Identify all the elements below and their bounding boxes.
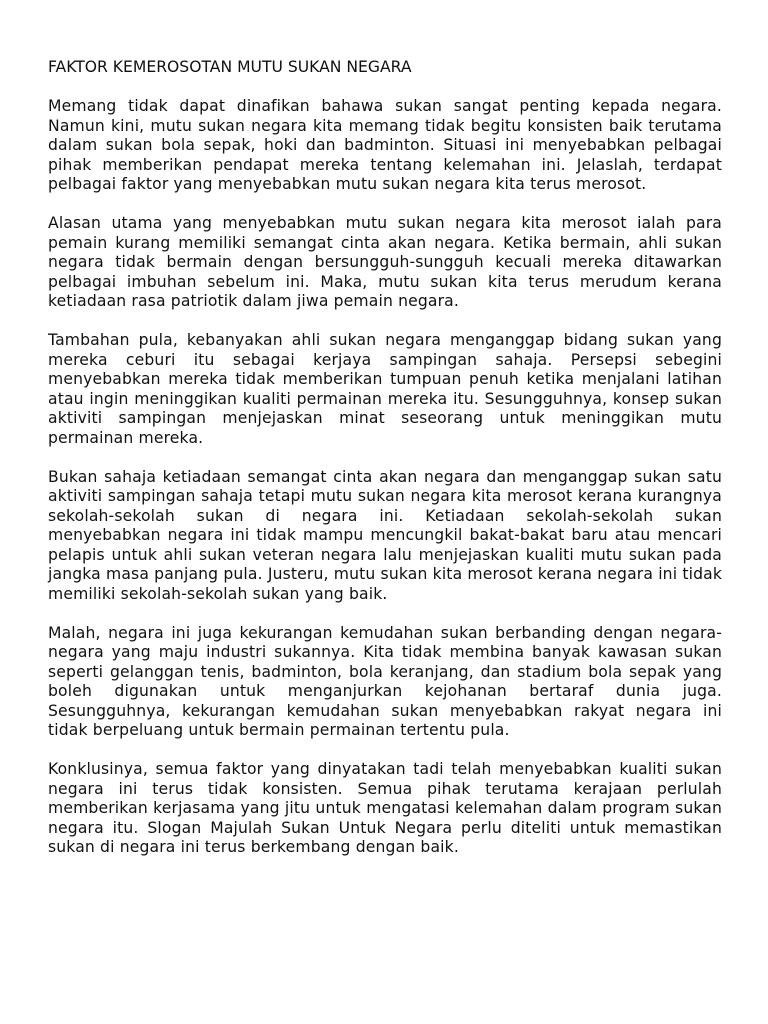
paragraph-conclusion: Konklusinya, semua faktor yang dinyatakan tadi telah menyebabkan kualiti sukan negara ini terus tidak konsisten. Semua pihak terutama kerajaan perlulah memberikan kerjasama yang jitu untuk mengatasi kelemahan dalam program sukan negara itu. Slogan Majulah Sukan Untuk Negara perlu diteliti untuk memastikan sukan di negara ini terus berkembang dengan baik. [48,760,722,856]
paragraph-side-career: Tambahan pula, kebanyakan ahli sukan negara menganggap bidang sukan yang mereka ceburi itu sebagai kerjaya sampingan sahaja. Persepsi sebegini menyebabkan mereka tidak memberikan tumpuan penuh ketika menjalani latihan atau ingin meninggikan kualiti permainan mereka itu. Sesungguhnya, konsep sukan aktiviti sampingan menjejaskan minat seseorang untuk meninggikan mutu permainan mereka. [48,331,722,447]
document-page [48,58,722,877]
paragraph-main-reason: Alasan utama yang menyebabkan mutu sukan negara kita merosot ialah para pemain kurang memiliki semangat cinta akan negara. Ketika bermain, ahli sukan negara tidak bermain dengan bersungguh-sungguh kecuali mereka ditawarkan pelbagai imbuhan sebelum ini. Maka, mutu sukan kita terus merudum kerana ketiadaan rasa patriotik dalam jiwa pemain negara. [48,214,722,310]
paragraph-sports-facilities: Malah, negara ini juga kekurangan kemudahan sukan berbanding dengan negara-negara yang maju industri sukannya. Kita tidak membina banyak kawasan sukan seperti gelanggan tenis, badminton, bola keranjang, dan stadium bola sepak yang boleh digunakan untuk menganjurkan kejohanan bertaraf dunia juga. Sesungguhnya, kekurangan kemudahan sukan menyebabkan rakyat negara ini tidak berpeluang untuk bermain permainan tertentu pula. [48,623,722,739]
document-title: FAKTOR KEMEROSOTAN MUTU SUKAN NEGARA [48,58,412,76]
paragraph-introduction: Memang tidak dapat dinafikan bahawa sukan sangat penting kepada negara. Namun kini, mutu sukan negara kita memang tidak begitu konsisten baik terutama dalam sukan bola sepak, hoki dan badminton. Situasi ini menyebabkan pelbagai pihak memberikan pendapat mereka tentang kelemahan ini. Jelaslah, terdapat pelbagai faktor yang menyebabkan mutu sukan negara kita terus merosot. [48,97,722,193]
paragraph-sports-schools: Bukan sahaja ketiadaan semangat cinta akan negara dan menganggap sukan satu aktiviti sampingan sahaja tetapi mutu sukan negara kita merosot kerana kurangnya sekolah-sekolah sukan di negara ini. Ketiadaan sekolah-sekolah sukan menyebabkan negara ini tidak mampu mencungkil bakat-bakat baru atau mencari pelapis untuk ahli sukan veteran negara lalu menjejaskan kualiti mutu sukan pada jangka masa panjang pula. Justeru, mutu sukan kita merosot kerana negara ini tidak memiliki sekolah-sekolah sukan yang baik. [48,467,722,603]
